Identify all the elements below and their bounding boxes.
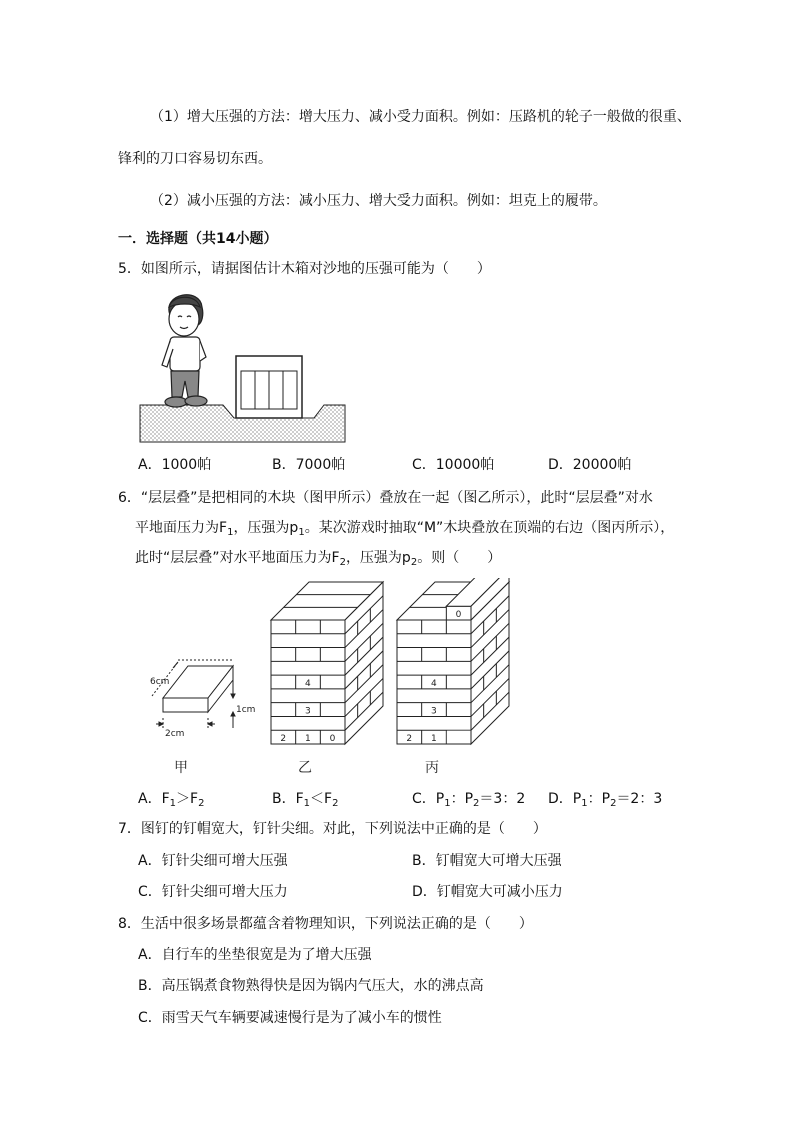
q6-c-1: C．P	[412, 791, 445, 807]
q7-option-b[interactable]: B．钉帽宽大可增大压强	[412, 853, 562, 869]
q6-c-s1: 1	[444, 798, 451, 809]
q6-l2-sub1: 1	[227, 527, 234, 538]
q6-stem-line-2	[135, 518, 674, 538]
q6-b-s2: 2	[332, 798, 339, 809]
q8-option-c[interactable]: C．雨雪天气车辆要减速慢行是为了减小车的惯性	[138, 1010, 442, 1026]
q6-d-2: ：P	[587, 791, 611, 807]
intro-line-3: （2）减小压强的方法：减小压力、增大受力面积。例如：坦克上的履带。	[150, 193, 607, 209]
q5-option-d[interactable]: D．20000帕	[548, 457, 632, 473]
q6-b-1: B．F	[272, 791, 304, 807]
q6-d-3: ＝2：3	[616, 791, 663, 807]
q6-l3-b: ，压强为p	[345, 550, 411, 566]
boy-illustration	[162, 295, 207, 407]
q8-option-a[interactable]: A．自行车的坐垫很宽是为了增大压强	[138, 947, 372, 963]
q6-option-a[interactable]	[138, 789, 204, 809]
q7-option-a[interactable]: A．钉针尖细可增大压强	[138, 853, 288, 869]
q6-a-s1: 1	[169, 798, 177, 809]
tower-gap	[447, 731, 471, 744]
tower-num-3: 3	[305, 706, 311, 717]
q6-l2-b: ，压强为p	[233, 520, 299, 536]
q6-l2-sub2: 1	[298, 527, 305, 538]
q6-option-c[interactable]	[412, 789, 525, 809]
q7-stem: 7．图钉的钉帽宽大，钉针尖细。对此，下列说法中正确的是（ ）	[118, 821, 547, 837]
q5-option-c[interactable]: C．10000帕	[412, 457, 495, 473]
q6-d-s1: 1	[581, 798, 588, 809]
wooden-box	[236, 356, 302, 418]
tower-num-0: 0	[455, 610, 462, 621]
label-jia: 甲	[174, 760, 188, 776]
tower-num-2: 2	[406, 734, 413, 745]
q6-l3-sub2: 2	[410, 557, 418, 568]
q6-b-s1: 1	[303, 798, 311, 809]
q6-stem-line-3	[135, 548, 501, 568]
section-title: 一．选择题（共14小题）	[118, 231, 278, 247]
q6-a-s2: 2	[198, 798, 205, 809]
label-bing: 丙	[425, 760, 439, 776]
intro-line-2: 锋利的刀口容易切东西。	[118, 151, 272, 167]
q6-stem-line-1: 6．“层层叠”是把相同的木块（图甲所示）叠放在一起（图乙所示），此时“层层叠”对水	[118, 490, 653, 506]
q6-l3-c: 。则（ ）	[417, 550, 502, 566]
q6-l3-a: 此时“层层叠”对水平地面压力为F	[135, 550, 340, 566]
q6-a-2: ＞F	[176, 791, 199, 807]
q8-stem: 8．生活中很多场景都蕴含着物理知识，下列说法正确的是（ ）	[118, 916, 533, 932]
q5-figure	[138, 285, 348, 445]
q6-d-1: D．P	[548, 791, 582, 807]
tower-num-1: 1	[305, 734, 311, 745]
q5-option-b[interactable]: B．7000帕	[272, 457, 346, 473]
dim-1cm: 1cm	[236, 705, 256, 715]
q6-figure	[138, 578, 528, 778]
q7-option-d[interactable]: D．钉帽宽大可减小压力	[412, 884, 563, 900]
q6-c-2: ：P	[450, 791, 474, 807]
q5-option-a[interactable]: A．1000帕	[138, 457, 212, 473]
tower-num-0: 0	[329, 734, 336, 745]
tower-num-3: 3	[431, 706, 437, 717]
dim-2cm: 2cm	[165, 729, 185, 739]
q5-stem: 5．如图所示，请据图估计木箱对沙地的压强可能为（ ）	[118, 261, 491, 277]
q6-l2-a: 平地面压力为F	[135, 520, 228, 536]
intro-line-1: （1）增大压强的方法：增大压力、减小受力面积。例如：压路机的轮子一般做的很重、	[150, 109, 691, 125]
q8-option-b[interactable]: B．高压锅煮食物熟得快是因为锅内气压大，水的沸点高	[138, 978, 484, 994]
q6-option-b[interactable]	[272, 789, 338, 809]
tower-num-4: 4	[305, 679, 311, 689]
q6-b-2: ＜F	[310, 791, 333, 807]
q7-option-c[interactable]: C．钉针尖细可增大压力	[138, 884, 288, 900]
q6-a-1: A．F	[138, 791, 170, 807]
q6-l2-c: 。某次游戏时抽取“M”木块叠放在顶端的右边（图丙所示），	[304, 520, 675, 536]
tower-bing	[397, 578, 509, 744]
q6-d-s2: 2	[610, 798, 617, 809]
tower-num-4: 4	[431, 679, 437, 689]
tower-num-1: 1	[431, 734, 437, 745]
dim-6cm: 6cm	[150, 677, 170, 687]
tower-yi	[271, 582, 383, 744]
label-yi: 乙	[298, 760, 312, 776]
q6-c-s2: 2	[473, 798, 480, 809]
block-jia	[152, 660, 235, 728]
tower-num-2: 2	[280, 734, 287, 745]
q6-c-3: ＝3：2	[479, 791, 526, 807]
q6-option-d[interactable]	[548, 789, 662, 809]
q6-l3-sub1: 2	[339, 557, 346, 568]
